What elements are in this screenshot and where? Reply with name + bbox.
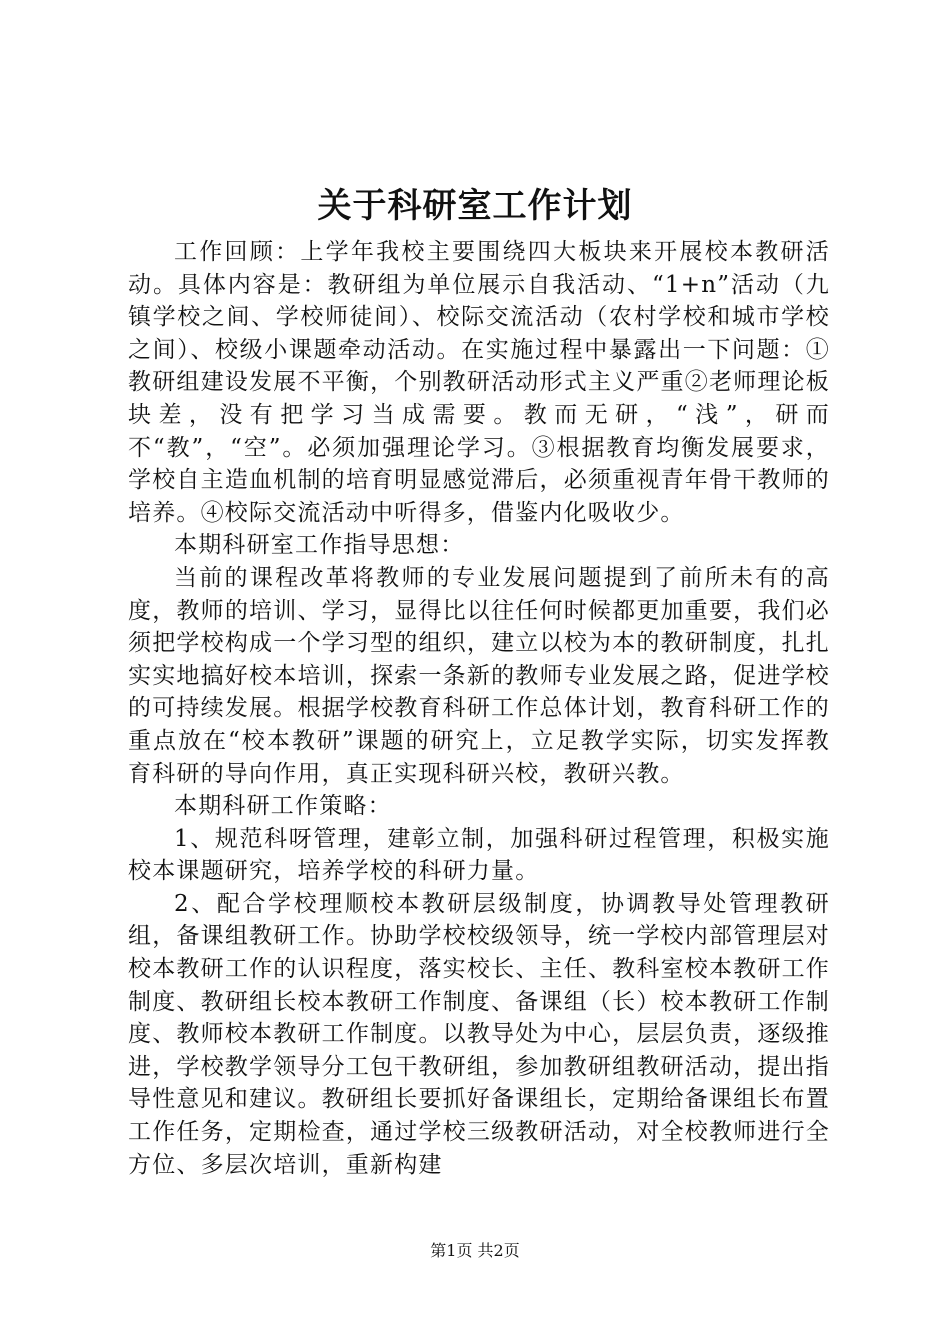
paragraph-strategy-2: 2、配合学校理顺校本教研层级制度，协调教导处管理教研组，备课组教研工作。协助学校校级领导，统一学校内部管理层对校本教研工作的认识程度，落实校长、主任、教科室校本教研工作制度、教研组长校本教研工作制度、备课组（长）校本教研工作制度、教师校本教研工作制度。以教导处为中心，层层负责，逐级推进，学校教学领导分工包干教研组，参加教研组教研活动，提出指导性意见和建议。教研组长要抓好备课组长，定期给备课组长布置工作任务，定期检查，通过学校三级教研活动，对全校教师进行全方位、多层次培训，重新构建 (128, 890, 830, 1178)
page-footer: 第1页 共2页 (430, 1241, 520, 1260)
document-title: 关于科研室工作计划 (317, 186, 633, 226)
paragraph-strategy-heading: 本期科研工作策略： (174, 793, 392, 820)
paragraph-strategy-1: 1、规范科呀管理，建彰立制，加强科研过程管理，积极实施校本课题研究，培养学校的科研力量。 (128, 825, 830, 885)
paragraph-guiding-thought: 当前的课程改革将教师的专业发展问题提到了前所未有的高度，教师的培训、学习，显得比以往任何时候都更加重要，我们必须把学校构成一个学习型的组织，建立以校为本的教研制度，扎扎实实地搞好校本培训，探索一条新的教师专业发展之路，促进学校的可持续发展。根据学校教育科研工作总体计划，教育科研工作的重点放在“校本教研”课题的研究上，立足教学实际，切实发挥教育科研的导向作用，真正实现科研兴校，教研兴教。 (128, 564, 830, 787)
paragraph-work-review: 工作回顾：上学年我校主要围绕四大板块来开展校本教研活动。具体内容是：教研组为单位展示自我活动、“1+n”活动（九镇学校之间、学校师徒间）、校际交流活动（农村学校和城市学校之间）、校级小课题牵动活动。在实施过程中暴露出一下问题：①教研组建设发展不平衡，个别教研活动形式主义严重②老师理论板块差，没有把学习当成需要。教而无研，“浅”，研而不“教”，“空”。必须加强理论学习。③根据教育均衡发展要求，学校自主造血机制的培育明显感觉滞后，必须重视青年骨干教师的培养。④校际交流活动中听得多，借鉴内化吸收少。 (128, 239, 830, 526)
paragraph-guiding-thought-heading: 本期科研室工作指导思想： (174, 532, 465, 559)
document-body (128, 236, 830, 1181)
